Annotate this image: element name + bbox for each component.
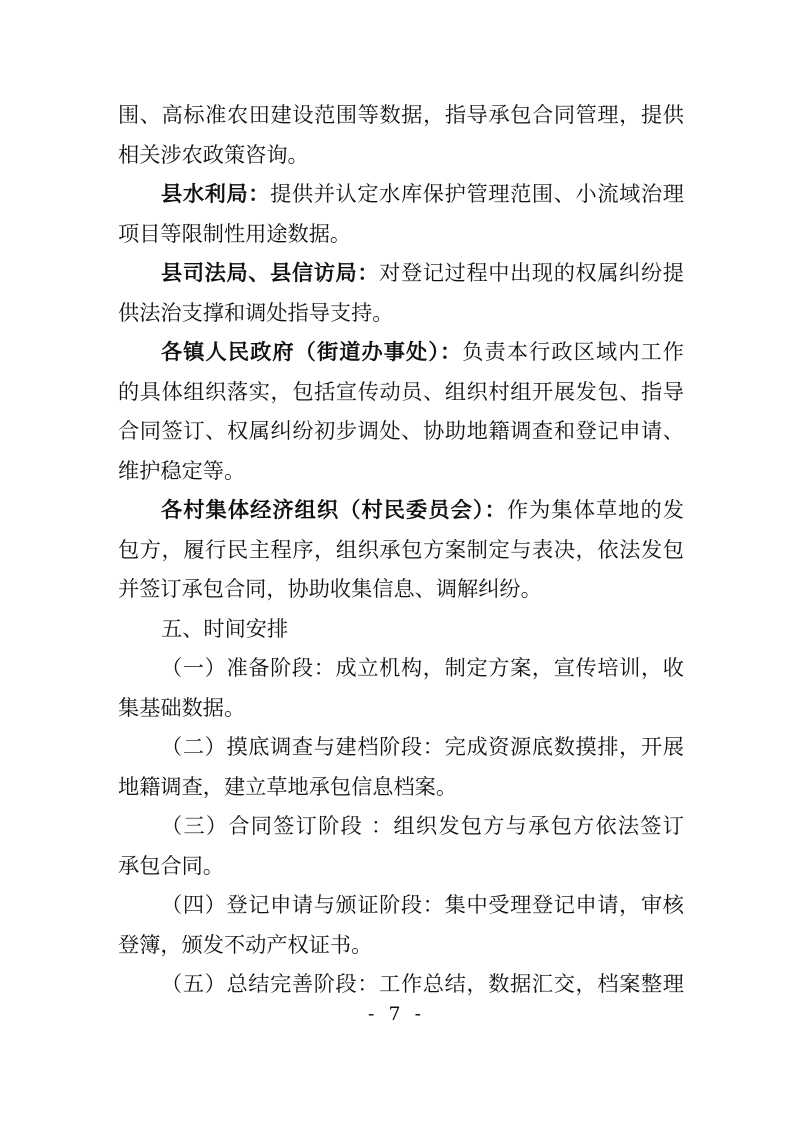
text-line: 合同签订、权属纠纷初步调处、协助地籍调查和登记申请、 xyxy=(118,418,684,443)
text-line: 包方，履行民主程序，组织承包方案制定与表决，依法发包 xyxy=(118,536,684,562)
bold-lead: 县司法局、县信访局： xyxy=(161,260,380,285)
text-line: 相关涉农政策咨询。 xyxy=(118,141,309,167)
document-body xyxy=(118,95,684,1004)
text-line: （五）总结完善阶段：工作总结，数据汇交，档案整理 xyxy=(161,971,684,996)
text-line xyxy=(118,332,684,372)
text-line: 地籍调查，建立草地承包信息档案。 xyxy=(118,773,458,799)
text-line: （四）登记申请与颁证阶段：集中受理登记申请，审核 xyxy=(161,892,684,917)
line-text: 提供并认定水库保护管理范围、小流域治理 xyxy=(270,181,684,206)
text-line: 承包合同。 xyxy=(118,852,224,878)
page-number: - 7 - xyxy=(367,1003,425,1025)
text-line: 维护稳定等。 xyxy=(118,457,246,483)
text-line: 项目等限制性用途数据。 xyxy=(118,220,352,246)
bold-lead: 各村集体经济组织（村民委员会）： xyxy=(161,497,507,522)
text-line: 供法治支撑和调处指导支持。 xyxy=(118,299,394,325)
text-line: 的具体组织落实，包括宣传动员、组织村组开展发包、指导 xyxy=(118,378,684,404)
section-heading: 五、时间安排 xyxy=(161,615,289,641)
text-line: 集基础数据。 xyxy=(118,694,246,720)
bold-lead: 各镇人民政府（街道办事处）： xyxy=(161,339,463,364)
text-line xyxy=(118,490,684,530)
text-line xyxy=(118,174,684,214)
text-line: 登簿，颁发不动产权证书。 xyxy=(118,931,373,957)
text-line: （二）摸底调查与建档阶段：完成资源底数摸排，开展 xyxy=(161,734,684,759)
line-text: 作为集体草地的发 xyxy=(506,497,684,522)
text-line xyxy=(118,253,684,293)
bold-lead: 县水利局： xyxy=(161,181,271,206)
text-line: （三）合同签订阶段 ：组织发包方与承包方依法签订 xyxy=(161,813,684,838)
text-line: （一）准备阶段：成立机构，制定方案，宣传培训，收 xyxy=(161,655,684,680)
line-text: 对登记过程中出现的权属纠纷提 xyxy=(379,260,684,285)
text-line: 围、高标准农田建设范围等数据，指导承包合同管理，提供 xyxy=(118,102,684,127)
text-line: 并签订承包合同，协助收集信息、调解纠纷。 xyxy=(118,576,542,601)
line-text: 负责本行政区域内工作 xyxy=(462,339,684,364)
